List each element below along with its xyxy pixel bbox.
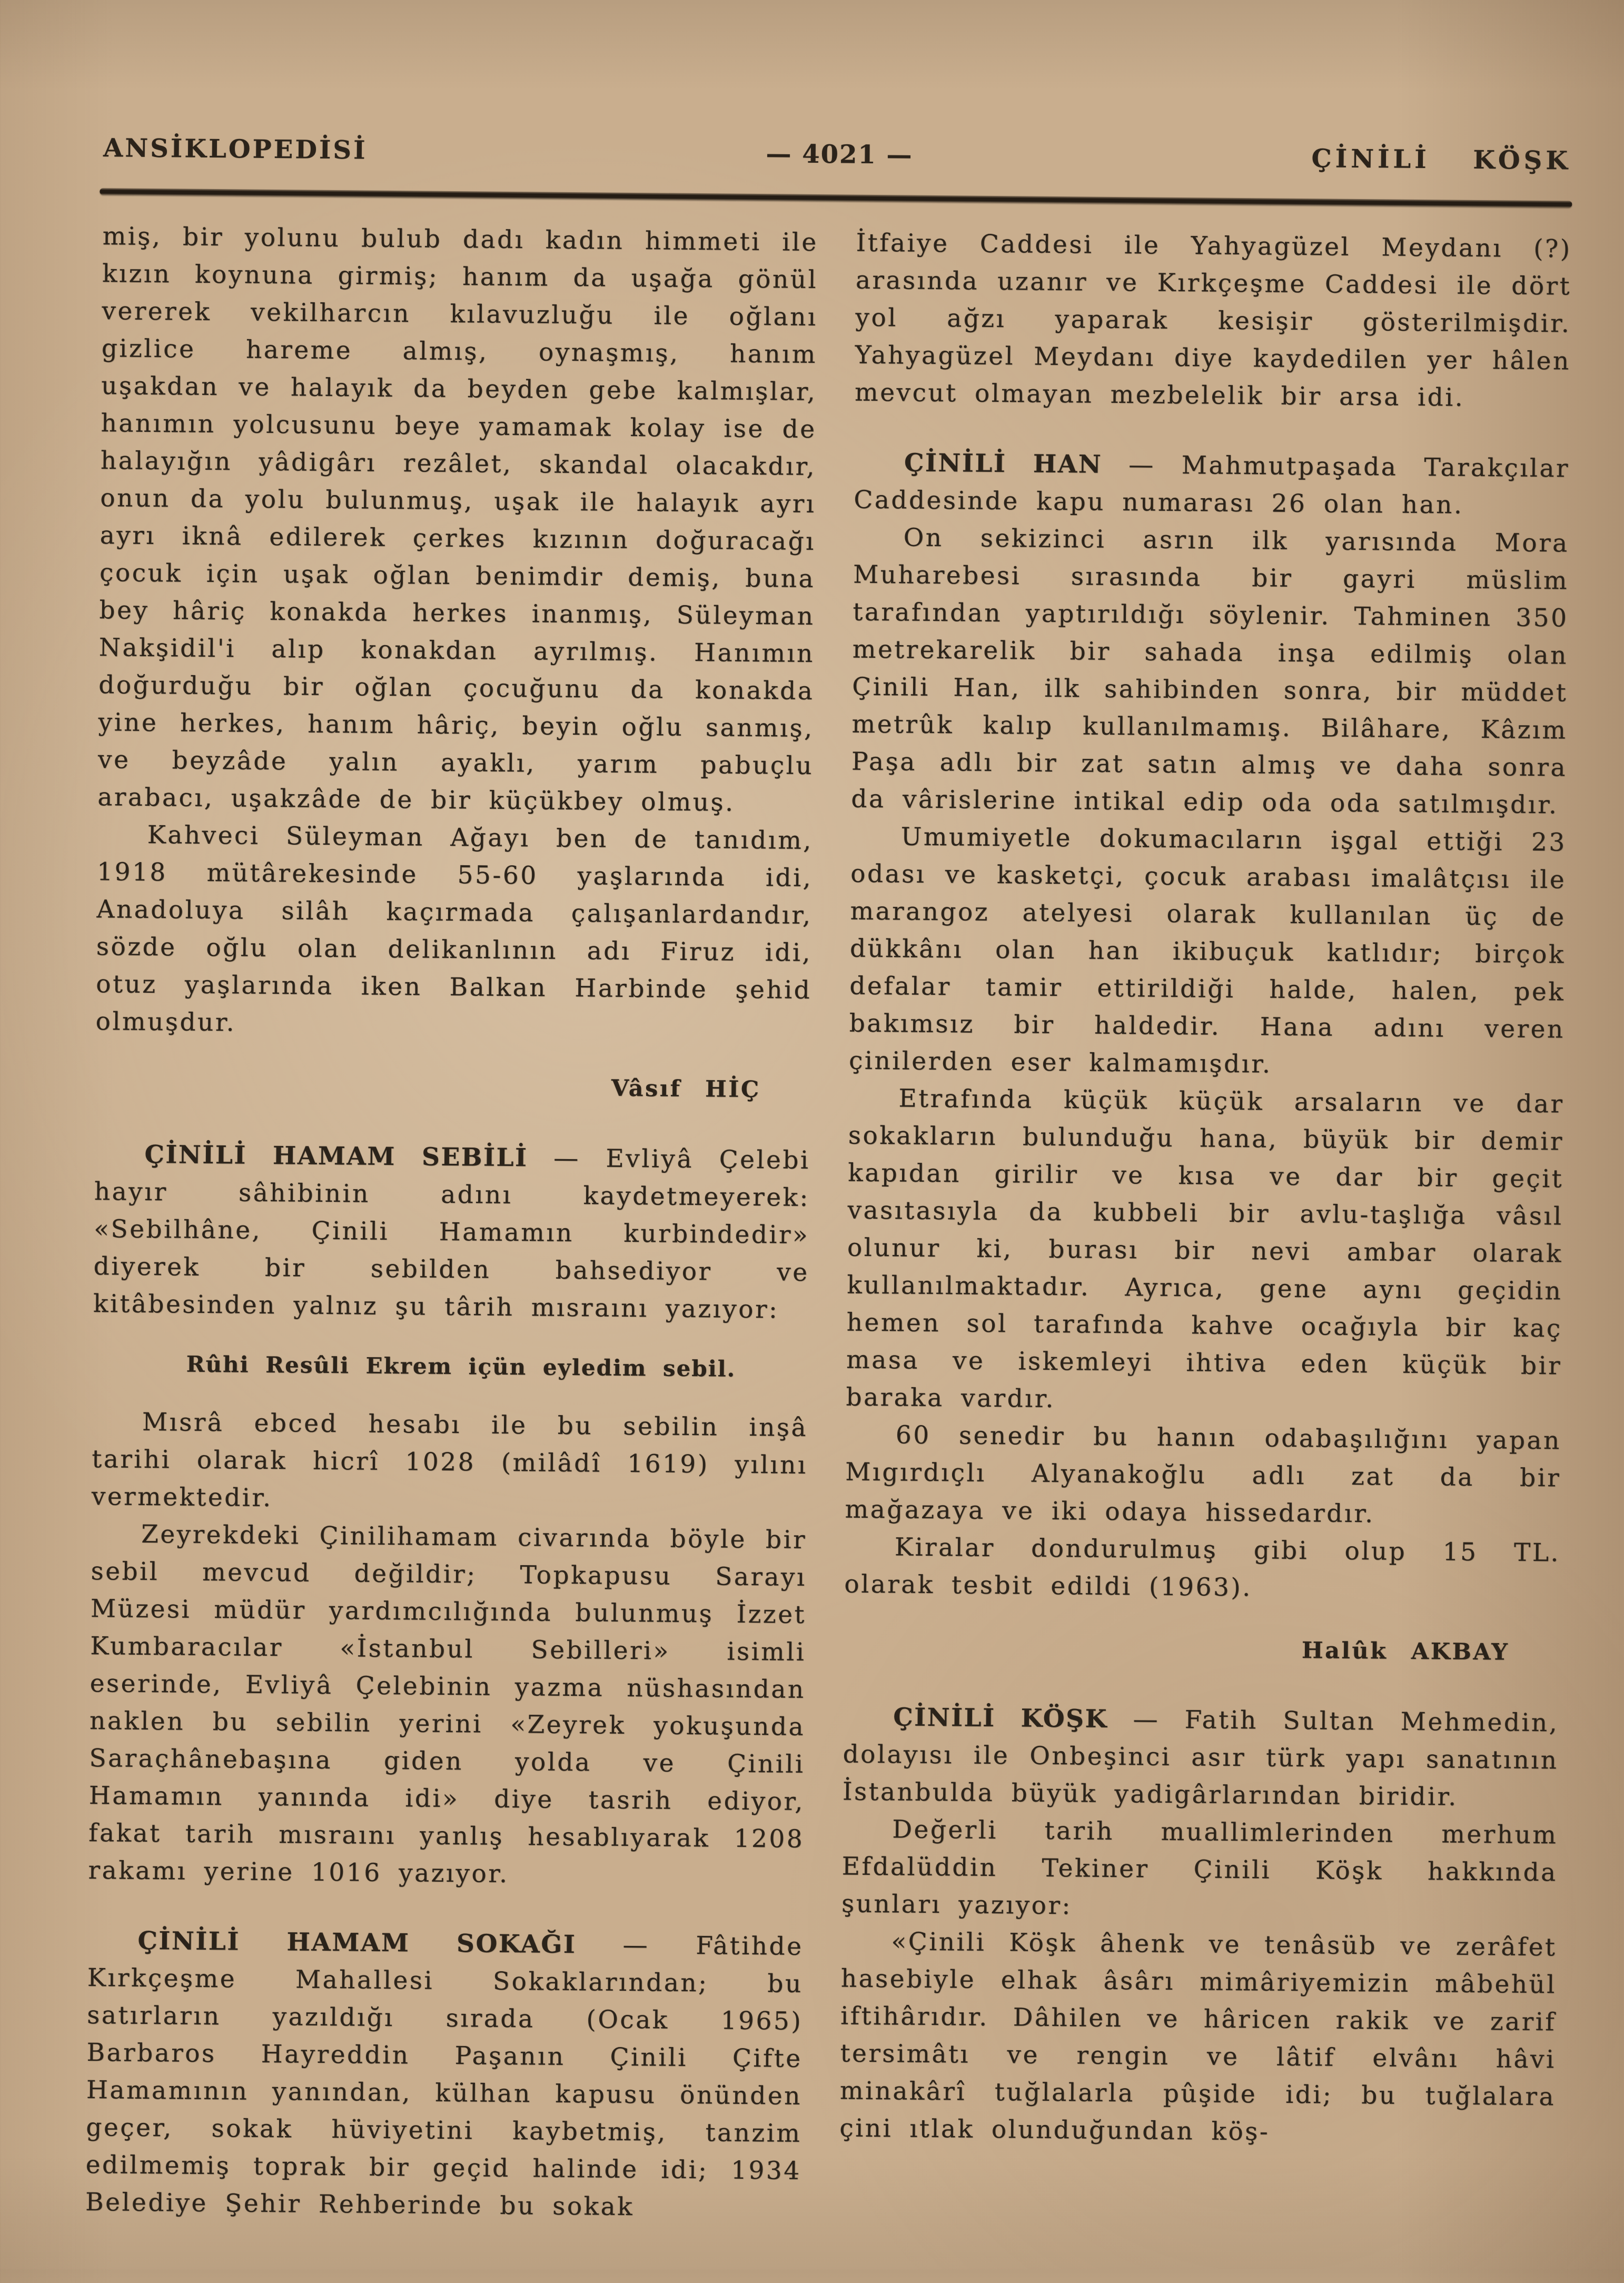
header-rule (100, 188, 1572, 207)
entry-text: — Fâtihde Kırkçeşme Mahallesi Sokaklarından; bu satırların yazıldığı sırada (Ocak 1965) Barbaros Hayreddin Paşanın Çinili Çifte Hamamının yanından, külhan kapusu önünden geçer, sokak hüviyetini kaybetmiş, tanzim edilmemiş toprak bir geçid halinde idi; 1934 Belediye Şehir Rehberinde bu sokak (85, 1930, 804, 2222)
text-columns (85, 218, 1572, 2233)
entry-term: ÇİNİLİ HAN (904, 448, 1103, 479)
header-entry-title: ÇİNİLİ KÖŞK (1311, 144, 1572, 176)
paragraph: Etrafında küçük küçük arsaların ve dar sokakların bulunduğu hana, büyük bir demir kapıdan girilir ve kısa ve dar bir geçit vasıtasıyla da kubbeli bir avlu-taşlığa vâsıl olunur ki, burası bir nevi ambar olarak kullanılmaktadır. Ayrıca, gene aynı geçidin hemen sol tarafında kahve ocağıyla bir kaç masa ve iskemleyi ihtiva eden küçük bir baraka vardır. (846, 1084, 1564, 1414)
entry-paragraph (843, 1698, 1559, 1817)
verse-line: Rûhi Resûli Ekrem içün eyledim sebil. (186, 1351, 736, 1382)
paragraph: Zeyrekdeki Çinilihamam civarında böyle bir sebil mevcud değildir; Topkapusu Sarayı Müzesi müdür yardımcılığında bulunmuş İzzet Kumbaracılar «İstanbul Sebilleri» isimli eserinde, Evliyâ Çelebinin yazma nüshasından naklen bu sebilin yerini «Zeyrek yokuşunda Saraçhânebaşına giden yolda ve Çinili Hamamın yanında idi» diye tasrih ediyor, fakat tarih mısraını yanlış hesablıyarak 1208 rakamı yerine 1016 yazıyor. (88, 1519, 807, 1889)
entry-paragraph (93, 1135, 810, 1329)
entry-term: ÇİNİLİ HAMAM SOKAĞI (137, 1926, 577, 1960)
column-right (839, 224, 1572, 2234)
paragraph: Kiralar dondurulmuş gibi olup 15 TL. olarak tesbit edildi (1963). (844, 1533, 1561, 1603)
paragraph: Değerli tarih muallimlerinden merhum Efdalüddin Tekiner Çinili Köşk hakkında şunları yazıyor: (841, 1815, 1558, 1921)
paragraph: 60 senedir bu hanın odabaşılığını yapan Mıgırdıçlı Alyanakoğlu adlı zat da bir mağazaya ve iki odaya hissedardır. (845, 1420, 1562, 1529)
page-number: — 4021 — (766, 139, 913, 170)
column-left (85, 218, 818, 2227)
author-signature: Vâsıf HİÇ (611, 1075, 761, 1103)
author-signature: Halûk AKBAY (1301, 1637, 1510, 1666)
paragraph-continuation: İtfaiye Caddesi ile Yahyagüzel Meydanı (?) arasında uzanır ve Kırkçeşme Caddesi ile dört yol ağzı yaparak kesişir gösterilmişdir. Yahyagüzel Meydanı diye kaydedilen yer hâlen mevcut olmayan mezbelelik bir arsa idi. (854, 228, 1572, 412)
paragraph-continuation: miş, bir yolunu bulub dadı kadın himmeti ile kızın koynuna girmiş; hanım da uşağa gönül vererek vekilharcın kılavuzluğu ile oğlanı gizlice hareme almış, oynaşmış, hanım uşakdan ve halayık da beyden gebe kalmışlar, hanımın yolcusunu beye yamamak kolay ise de halayığın yâdigârı rezâlet, skandal olacakdır, onun da yolu bulunmuş, uşak ile halayık ayrı ayrı iknâ edilerek çerkes kızının doğuracağı çocuk için uşak oğlan benimdir demiş, buna bey hâriç konakda herkes inanmış, Süleyman Nakşidil'i alıp konakdan ayrılmış. Hanımın doğurduğu bir oğlan çocuğunu da konakda yine herkes, hanım hâriç, beyin oğlu sanmış, ve beyzâde yalın ayaklı, yarım pabuçlu arabacı, uşakzâde de bir küçükbey olmuş. (97, 222, 818, 817)
entry-paragraph (85, 1922, 804, 2227)
page-header (103, 133, 1571, 175)
paragraph: «Çinili Köşk âhenk ve tenâsüb ve zerâfet hasebiyle elhak âsârı mimâriyemizin mâbehül iftihârıdır. Dâhilen ve hâricen rakik ve zarif tersimâtı ve rengin ve lâtif elvânı hâvi minakârî tuğlalarla pûşide idi; bu tuğlalara çini ıtlak olunduğundan köş- (839, 1927, 1557, 2147)
entry-text: — Fatih Sultan Mehmedin, dolayısı ile Onbeşinci asır türk yapı sanatının İstanbulda büyük yadigârlarından biridir. (842, 1705, 1559, 1812)
entry-term: ÇİNİLİ KÖŞK (893, 1703, 1108, 1734)
paragraph: On sekizinci asrın ilk yarısında Mora Muharebesi sırasında bir gayri müslim tarafından yaptırıldığı söylenir. Tahminen 350 metrekarelik bir sahada inşa edilmiş olan Çinili Han, ilk sahibinden sonra, bir müddet metrûk kalıp kullanılmamış. Bilâhare, Kâzım Paşa adlı bir zat satın almış ve daha sonra da vârislerine intikal edip oda oda satılmışdır. (851, 523, 1569, 820)
header-book-title: ANSİKLOPEDİSİ (103, 133, 368, 165)
entry-text: — Evliyâ Çelebi hayır sâhibinin adını kaydetmeyerek: «Sebilhâne, Çinili Hamamın kurbindedir» diyerek bir sebilden bahsediyor ve kitâbesinden yalnız şu târih mısraını yazıyor: (93, 1143, 810, 1325)
paragraph: Kahveci Süleyman Ağayı ben de tanıdım, 1918 mütârekesinde 55-60 yaşlarında idi, Anadoluya silâh kaçırmada çalışanlardandır, sözde oğlu olan delikanlının adı Firuz idi, otuz yaşlarında iken Balkan Harbinde şehid olmuşdur. (95, 820, 813, 1037)
entry-paragraph (854, 444, 1570, 525)
entry-text: — Mahmutpaşada Tarakçılar Caddesinde kapu numarası 26 olan han. (854, 450, 1570, 520)
paragraph: Umumiyetle dokumacıların işgal ettiği 23 odası ve kasketçi, çocuk arabası imalâtçısı ile marangoz atelyesi olarak kullanılan üç de dükkânı olan han ikibuçuk katlıdır; birçok defalar tamir ettirildiği halde, halen, pek bakımsız bir haldedir. Hana adını veren çinilerden eser kalmamışdır. (848, 822, 1567, 1079)
entry-term: ÇİNİLİ HAMAM SEBİLİ (144, 1140, 528, 1173)
paragraph: Mısrâ ebced hesabı ile bu sebilin inşâ tarihi olarak hicrî 1028 (milâdî 1619) yılını vermektedir. (91, 1407, 808, 1513)
